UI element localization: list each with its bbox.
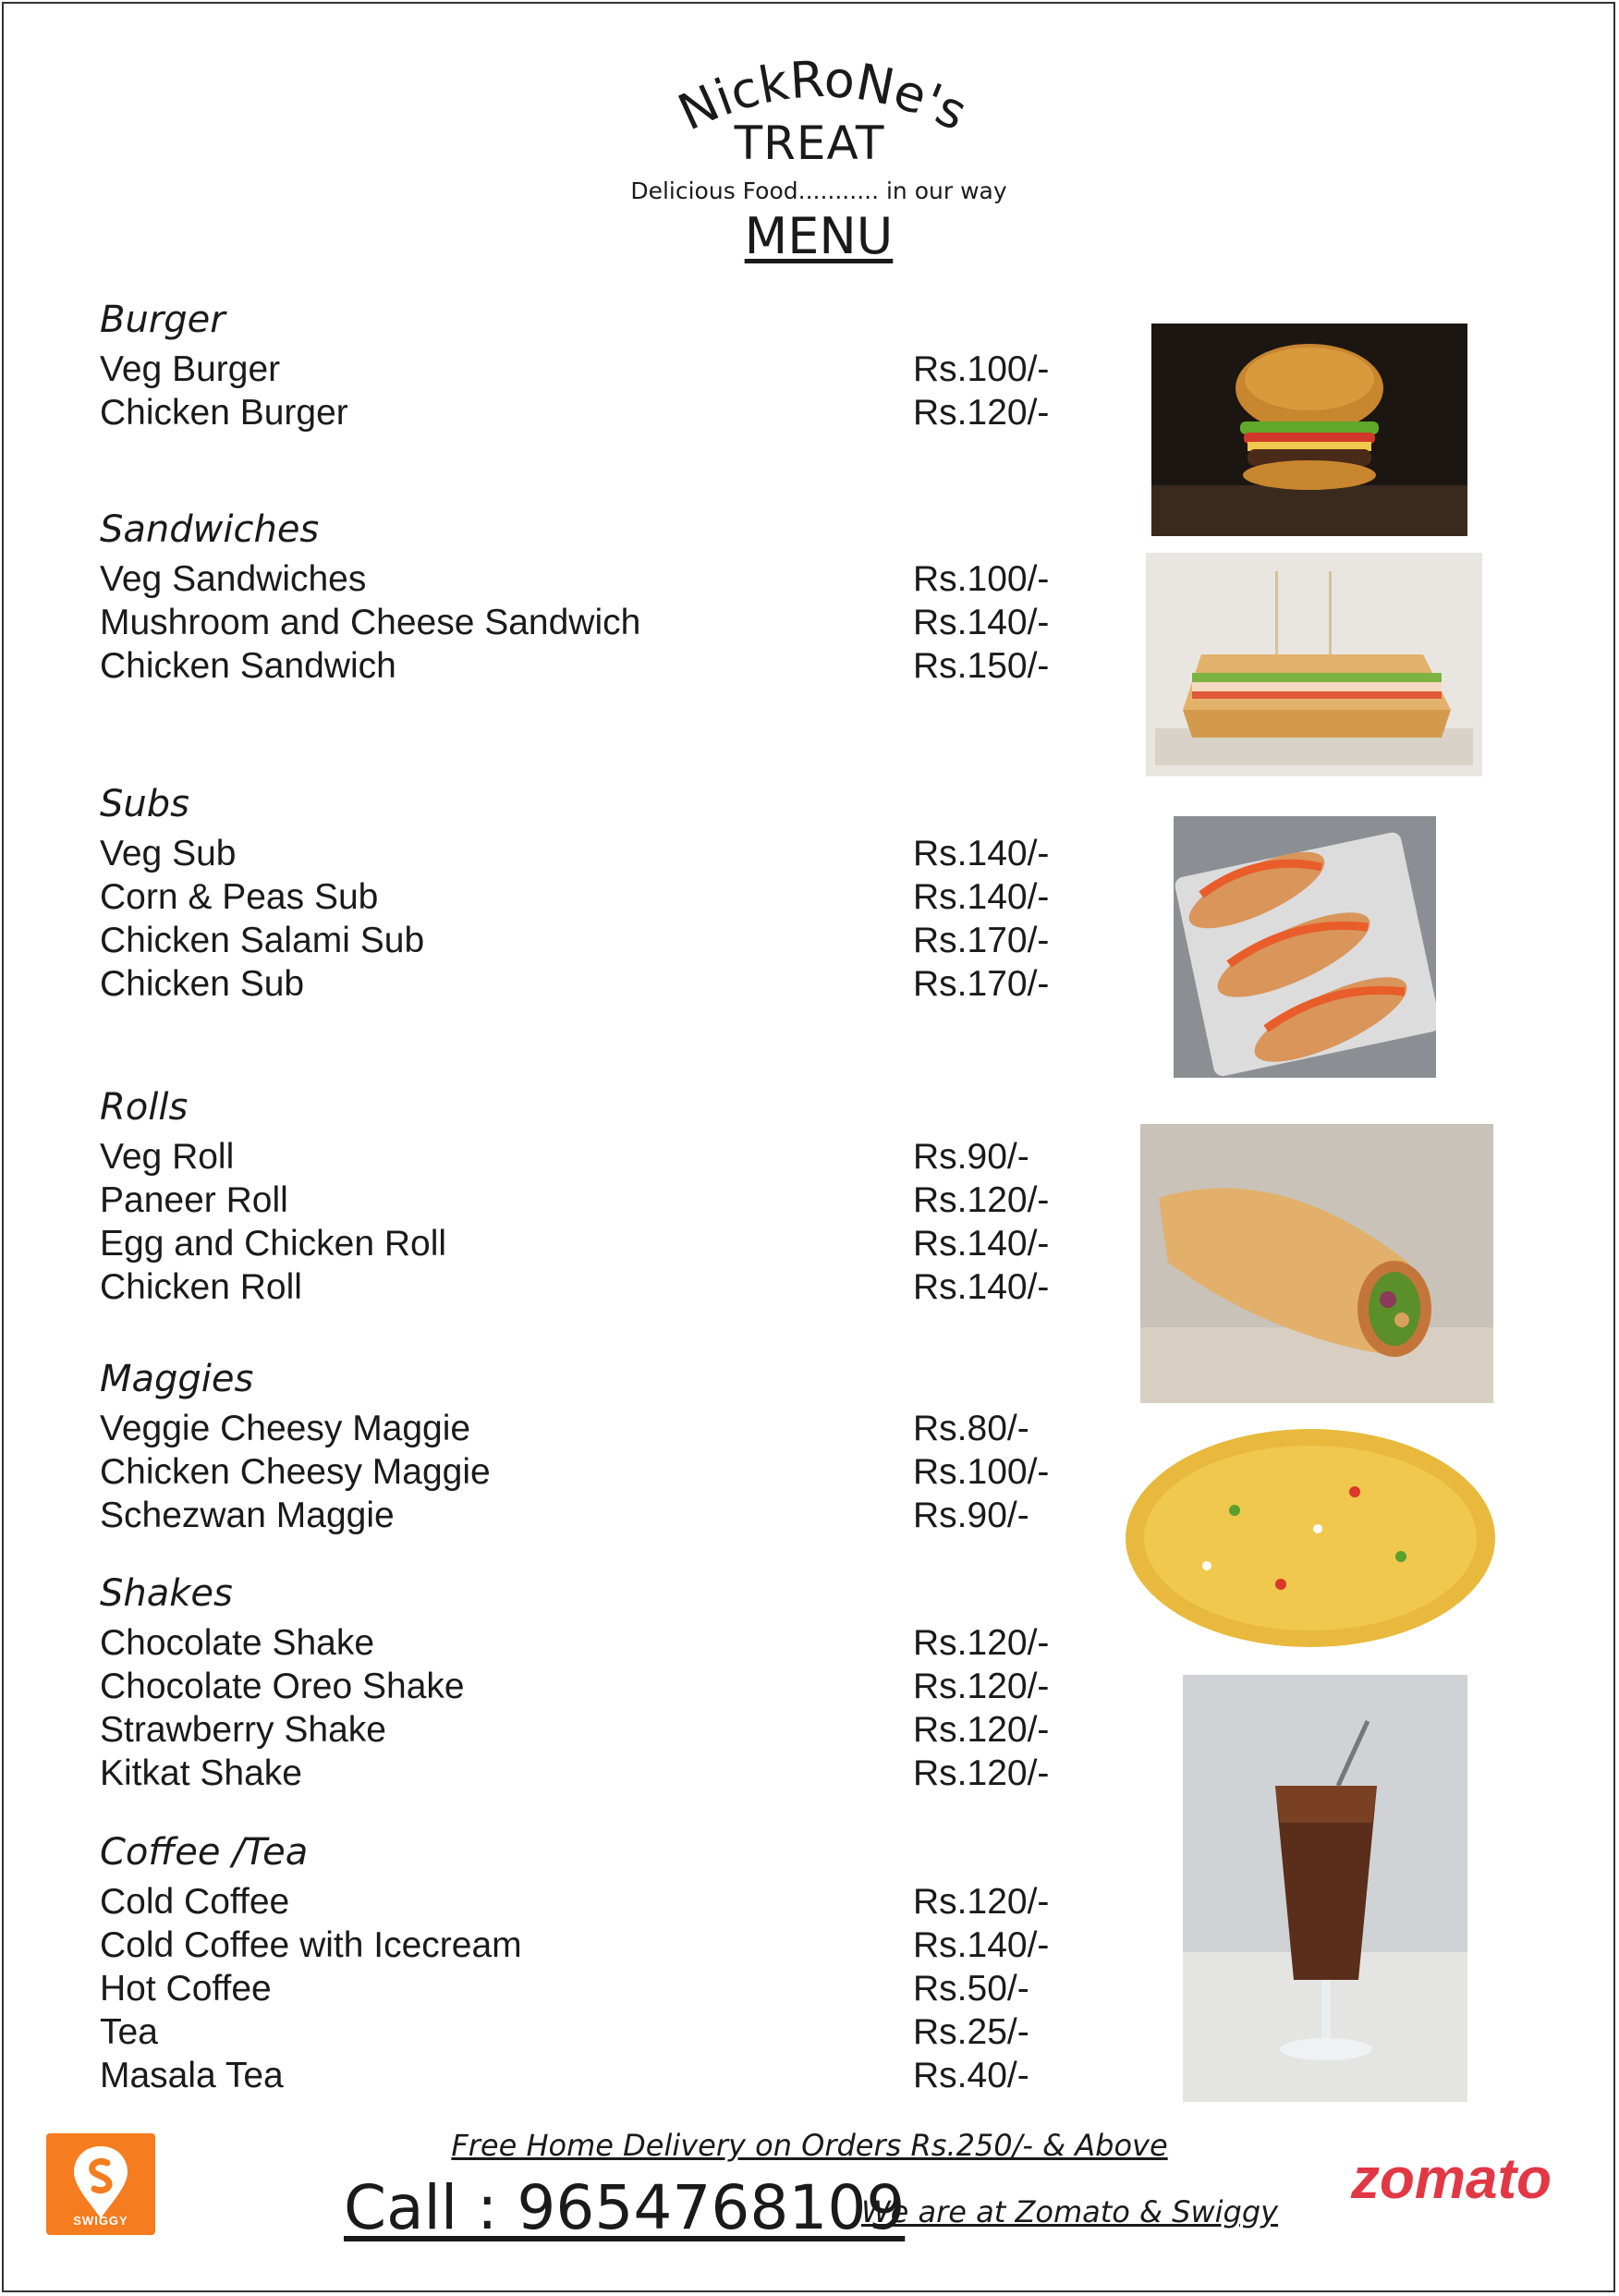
call-number[interactable]: Call : 9654768109 [344,2172,906,2243]
item-name: Veggie Cheesy Maggie [100,1409,471,1448]
item-name: Chicken Sandwich [100,646,396,686]
section-shakes [100,1566,1116,1795]
roll-photo [1140,1124,1493,1403]
item-name: Cold Coffee [100,1882,290,1922]
item-name: Chocolate Oreo Shake [100,1667,465,1706]
item-price: Rs.90/- [913,1137,1029,1177]
item-name: Chicken Salami Sub [100,921,425,960]
item-name: Schezwan Maggie [100,1496,395,1535]
section-coffee-tea [100,1825,1116,2097]
menu-item [100,1621,1116,1665]
swiggy-label: SWIGGY [73,2214,128,2228]
item-name: Chicken Cheesy Maggie [100,1452,491,1492]
item-price: Rs.140/- [913,603,1050,642]
menu-item [100,1450,1116,1494]
menu-item [100,2054,1116,2097]
tagline: Delicious Food........... in our way [630,177,1007,204]
item-name: Kitkat Shake [100,1753,302,1793]
sub-photo [1174,816,1436,1078]
item-name: Tea [100,2012,158,2052]
item-price: Rs.100/- [913,349,1050,389]
shake-photo [1183,1675,1467,2102]
item-name: Chocolate Shake [100,1623,375,1663]
section-title: Burger [100,299,225,341]
item-name: Veg Burger [100,349,281,389]
menu-title: MENU [744,207,894,265]
item-price: Rs.100/- [913,559,1050,599]
item-price: Rs.120/- [913,1753,1050,1793]
item-price: Rs.120/- [913,1623,1050,1663]
item-name: Veg Sub [100,834,237,873]
zomato-logo[interactable]: zomato [1351,2147,1552,2211]
menu-item [100,601,1116,644]
item-price: Rs.150/- [913,646,1050,686]
item-name: Corn & Peas Sub [100,877,379,917]
item-name: Mushroom and Cheese Sandwich [100,603,641,642]
item-name: Chicken Burger [100,393,348,433]
brand-name: NickRoNe's [669,57,976,142]
item-price: Rs.140/- [913,834,1050,873]
menu-item [100,1407,1116,1450]
section-title: Shakes [100,1572,233,1615]
item-price: Rs.100/- [913,1452,1050,1492]
section-subs [100,776,1116,1006]
menu-item [100,1222,1116,1265]
menu-item [100,832,1116,875]
swiggy-logo[interactable] [46,2133,155,2235]
menu-item [100,1494,1116,1537]
menu-item [100,1880,1116,1924]
menu-item [100,1752,1116,1795]
item-price: Rs.140/- [913,1224,1050,1264]
section-rolls [100,1080,1116,1309]
item-price: Rs.40/- [913,2056,1029,2095]
menu-item [100,962,1116,1006]
menu-item [100,1708,1116,1752]
menu-item [100,557,1116,601]
section-maggies [100,1351,1116,1537]
menu-item [100,2010,1116,2054]
item-price: Rs.140/- [913,1925,1050,1965]
section-title: Coffee /Tea [100,1831,309,1874]
menu-item [100,391,1116,434]
item-name: Paneer Roll [100,1180,288,1220]
item-price: Rs.50/- [913,1969,1029,2009]
menu-item [100,644,1116,688]
section-title: Maggies [100,1358,254,1400]
item-price: Rs.80/- [913,1409,1029,1448]
brand-subtitle: TREAT [734,116,885,170]
menu-item [100,1265,1116,1309]
item-name: Chicken Sub [100,964,305,1004]
menu-item [100,875,1116,919]
maggie-photo [1124,1427,1497,1649]
section-burger [100,292,1116,434]
delivery-notice: Free Home Delivery on Orders Rs.250/- & Above [451,2128,1168,2163]
platforms-notice: We are at Zomato & Swiggy [861,2194,1279,2229]
item-name: Chicken Roll [100,1267,302,1307]
item-name: Cold Coffee with Icecream [100,1925,522,1965]
item-name: Masala Tea [100,2056,284,2095]
section-title: Subs [100,783,189,825]
item-price: Rs.25/- [913,2012,1029,2052]
item-price: Rs.120/- [913,1710,1050,1750]
menu-item [100,1967,1116,2010]
item-price: Rs.140/- [913,877,1050,917]
item-price: Rs.120/- [913,393,1050,433]
item-price: Rs.120/- [913,1882,1050,1922]
item-name: Hot Coffee [100,1969,272,2009]
item-price: Rs.140/- [913,1267,1050,1307]
sandwich-photo [1146,553,1482,776]
section-title: Sandwiches [100,508,320,551]
menu-item [100,348,1116,391]
item-price: Rs.90/- [913,1496,1029,1535]
menu-item [100,1924,1116,1967]
section-sandwiches [100,502,1116,688]
menu-item [100,1179,1116,1222]
item-name: Strawberry Shake [100,1710,386,1750]
item-price: Rs.170/- [913,964,1050,1004]
menu-item [100,919,1116,962]
item-price: Rs.170/- [913,921,1050,960]
section-title: Rolls [100,1086,189,1129]
item-name: Veg Sandwiches [100,559,367,599]
item-price: Rs.120/- [913,1667,1050,1706]
item-name: Egg and Chicken Roll [100,1224,447,1264]
menu-item [100,1135,1116,1179]
item-price: Rs.120/- [913,1180,1050,1220]
item-name: Veg Roll [100,1137,235,1177]
burger-photo [1151,324,1467,536]
menu-item [100,1665,1116,1708]
